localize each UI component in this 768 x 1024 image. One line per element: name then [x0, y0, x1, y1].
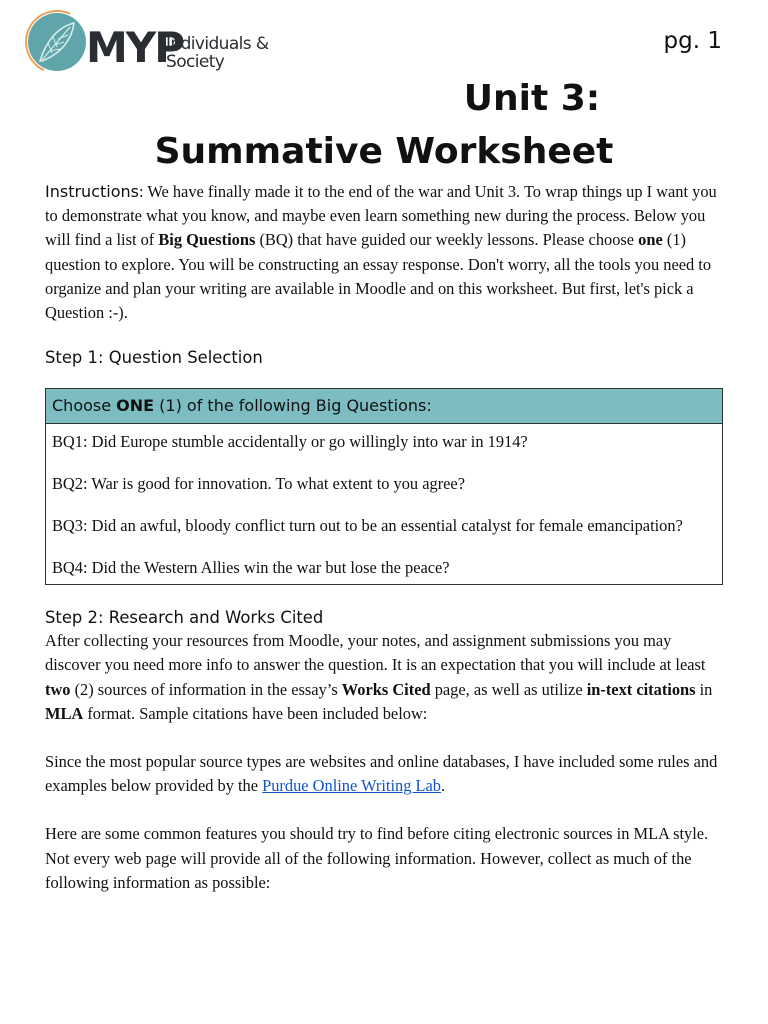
instructions-text-1: : We have finally made it to the end of the war and Unit 3. To wrap things up I want you to demonstrate what you know, and maybe even learn something new during the process. Below you will find a list of — [45, 182, 717, 250]
instructions-paragraph — [45, 180, 727, 325]
step2-text-g: in — [695, 679, 713, 699]
step2-text-i: format. Sample citations have been included below: — [83, 703, 428, 723]
mla-bold: MLA — [45, 703, 84, 723]
step2-text-a: After collecting your resources from Moodle, your notes, and assignment submissions you may discover you need more info to answer the question. It is an expectation that you will include at least — [45, 631, 706, 675]
title-line-1: Unit 3: — [463, 78, 601, 119]
logo-subtitle — [166, 35, 269, 71]
one-bold: one — [638, 230, 663, 250]
big-questions-bold: Big Questions — [158, 230, 256, 250]
step2-p2-text: Since the most popular source types are websites and online databases, I have included some rules and examples below provided by the — [45, 752, 718, 796]
two-bold: two — [45, 679, 71, 699]
step2-heading: Step 2: Research and Works Cited — [45, 608, 324, 628]
page-number: pg. 1 — [663, 28, 722, 54]
step2-text-c: (2) sources of information in the essay’s — [70, 679, 342, 699]
step2-paragraph-2 — [45, 750, 727, 798]
big-question-4: BQ4: Did the Western Allies win the war but lose the peace? — [52, 558, 450, 578]
step1-heading: Step 1: Question Selection — [45, 348, 263, 368]
step2-p2-period: . — [440, 776, 446, 796]
step2-text-e: page, as well as utilize — [430, 679, 587, 699]
myp-logo — [28, 13, 278, 75]
logo-subtitle-line2: Society — [166, 52, 225, 72]
instructions-label: Instructions — [45, 182, 139, 201]
big-question-1: BQ1: Did Europe stumble accidentally or go willingly into war in 1914? — [52, 432, 528, 452]
big-question-2: BQ2: War is good for innovation. To what extent to you agree? — [52, 474, 465, 494]
step2-paragraph-1 — [45, 629, 727, 726]
box-header-post: (1) of the following Big Questions: — [154, 396, 432, 416]
logo-myp-text: MYP — [86, 23, 183, 72]
instructions-text-2: (BQ) that have guided our weekly lessons. Please choose — [255, 230, 639, 250]
spacer — [45, 726, 727, 750]
big-question-3: BQ3: Did an awful, bloody conflict turn out to be an essential catalyst for female emancipation? — [52, 516, 683, 536]
works-cited-bold: Works Cited — [341, 679, 431, 699]
box-header-pre: Choose — [52, 396, 117, 416]
worksheet-content — [45, 180, 727, 895]
step2-paragraph-3: Here are some common features you should try to find before citing electronic sources in MLA style. Not every web page will provide all of the following information. However, collect as much of the following information as possible: — [45, 824, 709, 892]
purdue-owl-link[interactable]: Purdue Online Writing Lab — [262, 776, 441, 796]
instructions-text-3: (1) question to explore. You will be constructing an essay response. Don't worry, all the tools you need to organize and plan your writing are available in Moodle and on this worksheet. But first, let's pick a Question :-). — [45, 230, 712, 323]
logo-subtitle-line1: Individuals & — [166, 34, 269, 54]
spacer — [45, 798, 727, 822]
box-header-bold: ONE — [116, 396, 155, 416]
big-questions-header — [46, 389, 722, 424]
title-line-2: Summative Worksheet — [154, 131, 614, 172]
big-questions-list — [46, 424, 722, 584]
big-questions-box — [45, 388, 723, 585]
in-text-citations-bold: in-text citations — [586, 679, 696, 699]
